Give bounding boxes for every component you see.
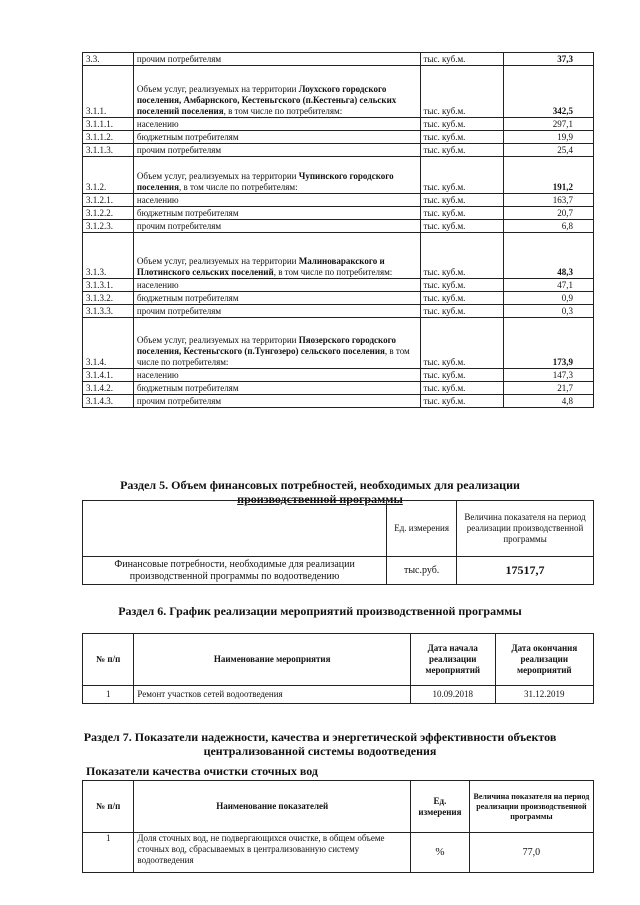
- table-row: [83, 144, 594, 157]
- event-name-header: Наименование мероприятия: [134, 634, 411, 686]
- row-name-part: Объем услуг, реализуемых на территории: [136, 256, 299, 266]
- row-name: прочим потребителям: [133, 144, 420, 157]
- row-unit: тыс. куб.м.: [420, 233, 503, 279]
- unit-header: Ед. измерения: [387, 501, 457, 557]
- table-row: [83, 395, 594, 408]
- row-unit: тыс. куб.м.: [420, 207, 503, 220]
- section6-title: Раздел 6. График реализации мероприятий производственной программы: [118, 604, 522, 618]
- row-unit: тыс. куб.м.: [420, 66, 503, 118]
- table-row: [83, 220, 594, 233]
- row-name-part: , в том числе по потребителям:: [178, 182, 298, 192]
- table-row: [83, 53, 594, 66]
- row-name-part: Объем услуг, реализуемых на территории: [136, 335, 299, 345]
- num-header: № п/п: [83, 781, 134, 833]
- table-row: [83, 194, 594, 207]
- row-value: 4,8: [504, 395, 594, 408]
- event-row-name: Ремонт участков сетей водоотведения: [134, 686, 411, 704]
- row-unit: тыс. куб.м.: [420, 369, 503, 382]
- table-row: [83, 131, 594, 144]
- row-unit: тыс. куб.м.: [420, 53, 503, 66]
- empty-header-cell: [83, 501, 387, 557]
- row-number: 3.1.2.: [83, 157, 134, 194]
- finance-row-value: 17517,7: [457, 557, 594, 585]
- row-name: прочим потребителям: [133, 220, 420, 233]
- row-value: 0,3: [504, 305, 594, 318]
- row-value: 25,4: [504, 144, 594, 157]
- row-unit: тыс. куб.м.: [420, 382, 503, 395]
- finance-row-name: Финансовые потребности, необходимые для реализации производственной программы по водоотведению: [83, 557, 387, 585]
- row-name-part: , в том числе по потребителям:: [136, 346, 410, 367]
- row-value: 37,3: [504, 53, 594, 66]
- row-name: прочим потребителям: [133, 305, 420, 318]
- territory-name: Малиноваракского и Плотинского сельских поселений: [136, 256, 385, 277]
- row-number: 3.1.3.2.: [83, 292, 134, 305]
- row-unit: тыс. куб.м.: [420, 395, 503, 408]
- row-number: 3.1.1.: [83, 66, 134, 118]
- row-value: 297,1: [504, 118, 594, 131]
- row-unit: тыс. куб.м.: [420, 220, 503, 233]
- territory-name: Чупинского городского поселения: [136, 171, 394, 192]
- volume-table: [82, 52, 594, 408]
- section7-title: Раздел 7. Показатели надежности, качества и энергетической эффективности объектов централизованной системы водоотведения: [83, 730, 557, 758]
- table-row: [83, 279, 594, 292]
- row-name: прочим потребителям: [133, 53, 420, 66]
- indicator-name-header: Наименование показателей: [134, 781, 411, 833]
- row-name: [133, 66, 420, 118]
- row-number: 3.1.4.3.: [83, 395, 134, 408]
- row-name: [133, 157, 420, 194]
- row-value: 47,1: [504, 279, 594, 292]
- row-name: [133, 318, 420, 369]
- finance-row-unit: тыс.руб.: [387, 557, 457, 585]
- row-value: 19,9: [504, 131, 594, 144]
- indicator-row-name: Доля сточных вод, не подвергающихся очистке, в общем объеме сточных вод, сбрасываемых в централизованную систему водоотведения: [134, 833, 411, 873]
- value-header: Величина показателя на период реализации производственной программы: [457, 501, 594, 557]
- end-date-header: Дата окончания реализации мероприятий: [495, 634, 593, 686]
- row-unit: тыс. куб.м.: [420, 144, 503, 157]
- row-name-part: , в том числе по потребителям:: [223, 106, 343, 116]
- table-row: [83, 157, 594, 194]
- row-number: 3.3.: [83, 53, 134, 66]
- territory-name: Лоухского городского поселения, Амбарнского, Кестеньгского (п.Кестеньга) сельских поселений поселения: [136, 84, 397, 116]
- finance-table: [82, 500, 594, 585]
- row-name: населению: [133, 369, 420, 382]
- row-unit: тыс. куб.м.: [420, 292, 503, 305]
- row-number: 3.1.4.: [83, 318, 134, 369]
- row-value: 6,8: [504, 220, 594, 233]
- row-number: 3.1.2.2.: [83, 207, 134, 220]
- indicator-row-unit: %: [411, 833, 470, 873]
- row-unit: тыс. куб.м.: [420, 305, 503, 318]
- row-value: 20,7: [504, 207, 594, 220]
- row-name: прочим потребителям: [133, 395, 420, 408]
- event-row-start: 10.09.2018: [410, 686, 495, 704]
- row-value: 48,3: [504, 233, 594, 279]
- num-header: № п/п: [83, 634, 134, 686]
- row-name: населению: [133, 279, 420, 292]
- row-unit: тыс. куб.м.: [420, 279, 503, 292]
- row-number: 3.1.4.1.: [83, 369, 134, 382]
- quality-table: [82, 780, 594, 873]
- row-number: 3.1.4.2.: [83, 382, 134, 395]
- event-row-end: 31.12.2019: [495, 686, 593, 704]
- table-row: [83, 369, 594, 382]
- row-name: населению: [133, 194, 420, 207]
- row-name: бюджетным потребителям: [133, 292, 420, 305]
- row-value: 191,2: [504, 157, 594, 194]
- table-row: [83, 292, 594, 305]
- territory-name: Пяозерского городского поселения, Кестеньгского (п.Тунгозеро) сельского поселения: [136, 335, 396, 356]
- row-number: 3.1.3.1.: [83, 279, 134, 292]
- row-number: 3.1.2.3.: [83, 220, 134, 233]
- section5-title: Раздел 5. Объем финансовых потребностей, необходимых для реализации производственной программы: [120, 478, 520, 506]
- row-number: 3.1.3.: [83, 233, 134, 279]
- row-number: 3.1.1.1.: [83, 118, 134, 131]
- row-value: 147,3: [504, 369, 594, 382]
- row-value: 163,7: [504, 194, 594, 207]
- table-row: [83, 305, 594, 318]
- section7-subtitle: Показатели качества очистки сточных вод: [86, 764, 318, 778]
- row-value: 21,7: [504, 382, 594, 395]
- row-name-part: Объем услуг, реализуемых на территории: [136, 84, 299, 94]
- row-value: 342,5: [504, 66, 594, 118]
- row-name: [133, 233, 420, 279]
- row-value: 0,9: [504, 292, 594, 305]
- row-name: бюджетным потребителям: [133, 382, 420, 395]
- row-number: 3.1.3.3.: [83, 305, 134, 318]
- unit-header: Ед. измерения: [411, 781, 470, 833]
- row-unit: тыс. куб.м.: [420, 157, 503, 194]
- event-row-num: 1: [83, 686, 134, 704]
- indicator-row-num: 1: [83, 833, 134, 873]
- table-row: [83, 382, 594, 395]
- row-unit: тыс. куб.м.: [420, 118, 503, 131]
- start-date-header: Дата начала реализации мероприятий: [410, 634, 495, 686]
- table-row: [83, 118, 594, 131]
- row-value: 173,9: [504, 318, 594, 369]
- table-row: [83, 318, 594, 369]
- row-unit: тыс. куб.м.: [420, 194, 503, 207]
- table-row: [83, 207, 594, 220]
- schedule-table: [82, 633, 594, 704]
- row-name: бюджетным потребителям: [133, 207, 420, 220]
- row-name: населению: [133, 118, 420, 131]
- row-unit: тыс. куб.м.: [420, 318, 503, 369]
- value-header: Величина показателя на период реализации производственной программы: [469, 781, 593, 833]
- row-unit: тыс. куб.м.: [420, 131, 503, 144]
- row-name-part: Объем услуг, реализуемых на территории: [136, 171, 299, 181]
- table-row: [83, 66, 594, 118]
- indicator-row-value: 77,0: [469, 833, 593, 873]
- row-number: 3.1.1.2.: [83, 131, 134, 144]
- table-row: [83, 233, 594, 279]
- row-name: бюджетным потребителям: [133, 131, 420, 144]
- row-number: 3.1.1.3.: [83, 144, 134, 157]
- row-number: 3.1.2.1.: [83, 194, 134, 207]
- row-name-part: , в том числе по потребителям:: [273, 267, 393, 277]
